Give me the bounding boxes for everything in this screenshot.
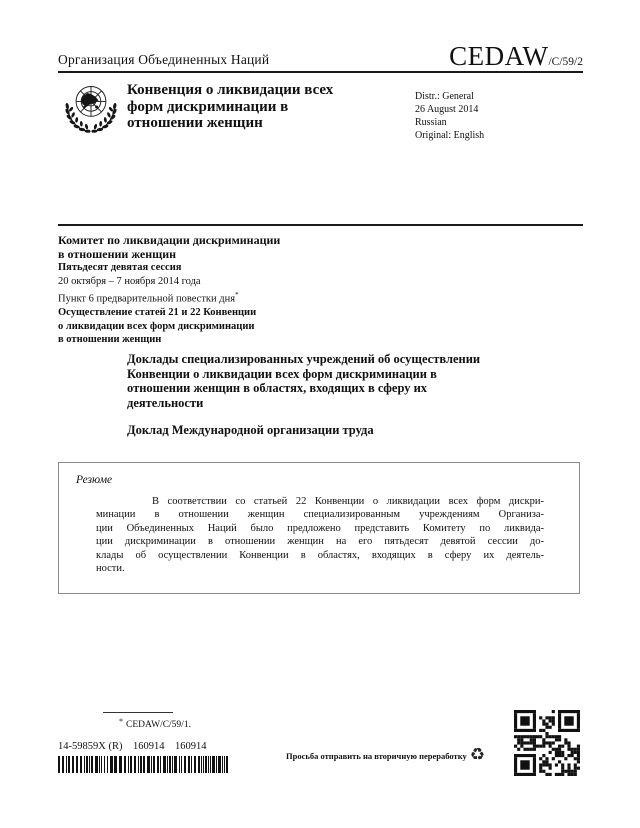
agenda-topic-line: в отношении женщин	[58, 334, 162, 345]
session-title: Пятьдесят девятая сессия	[58, 262, 182, 273]
recycle-notice	[286, 747, 485, 764]
report-title-line: деятельности	[127, 395, 204, 410]
summary-line: В соответствии со статьей 22 Конвенции о ликвидации всех форм дискри-	[152, 496, 544, 507]
footnote-text: CEDAW/C/59/1.	[126, 720, 191, 730]
convention-title	[127, 82, 333, 132]
footnote-mark: *	[119, 717, 123, 726]
report-subtitle: Доклад Международной организации труда	[127, 423, 374, 437]
agenda-topic-line: Осуществление статей 21 и 22 Конвенции	[58, 307, 257, 318]
distr-language: Russian	[415, 117, 447, 128]
document-symbol-main: CEDAW	[449, 41, 549, 71]
section-rule	[58, 224, 583, 226]
summary-line: клады об осуществлении Конвенции в областях, входящих в сферу их деятель-	[96, 549, 544, 561]
distr-date: 26 August 2014	[415, 104, 479, 115]
job-number: 14-59859X (R) 160914 160914	[58, 741, 207, 752]
document-symbol-suffix: /C/59/2	[548, 56, 583, 68]
qr-code-icon	[514, 710, 580, 781]
committee-block	[58, 233, 280, 347]
agenda-item	[58, 289, 280, 306]
barcode-icon	[58, 756, 230, 778]
agenda-item-text: Пункт 6 предварительной повестки дня	[58, 293, 236, 305]
un-emblem-icon	[61, 80, 121, 139]
report-title	[127, 352, 480, 410]
distr-type: Distr.: General	[415, 91, 474, 102]
report-title-line: Конвенции о ликвидации всех форм дискриминации в	[127, 366, 437, 381]
summary-line: ности.	[96, 563, 125, 575]
report-title-line: отношении женщин в областях, входящих в сферу их	[127, 381, 428, 395]
recycle-icon: ♻	[469, 745, 485, 765]
summary-box	[58, 462, 580, 594]
footnote	[103, 717, 191, 730]
convention-title-line: отношении женщин	[127, 115, 263, 131]
summary-paragraph	[96, 495, 544, 575]
summary-line: ции Объединенных Наций было предложено представить Комитету по ликвида-	[96, 522, 544, 534]
committee-name-line: в отношении женщин	[58, 247, 177, 261]
footnote-rule	[103, 712, 173, 713]
summary-line: ции дискриминации в отношении женщин на его пятьдесят девятой сессии до-	[96, 536, 544, 548]
org-name: Организация Объединенных Наций	[58, 52, 270, 67]
session-dates: 20 октября – 7 ноября 2014 года	[58, 275, 201, 287]
header-rule	[58, 71, 583, 73]
summary-label: Резюме	[76, 474, 113, 486]
committee-name-line: Комитет по ликвидации дискриминации	[58, 233, 281, 247]
document-symbol	[449, 41, 583, 72]
distr-original: Original: English	[415, 130, 485, 141]
convention-title-line: форм дискриминации в	[127, 98, 289, 115]
recycle-text: Просьба отправить на вторичную переработку	[286, 750, 467, 761]
convention-title-line: Конвенция о ликвидации всех	[127, 82, 334, 98]
summary-line: минации в отношении женщин специализированным учреждениям Организа-	[96, 509, 544, 521]
distribution-block	[415, 90, 484, 142]
agenda-footnote-mark: *	[235, 291, 239, 299]
agenda-topic-line: о ликвидации всех форм дискриминации	[58, 320, 255, 332]
report-title-line: Доклады специализированных учреждений об осуществлении	[127, 352, 481, 366]
